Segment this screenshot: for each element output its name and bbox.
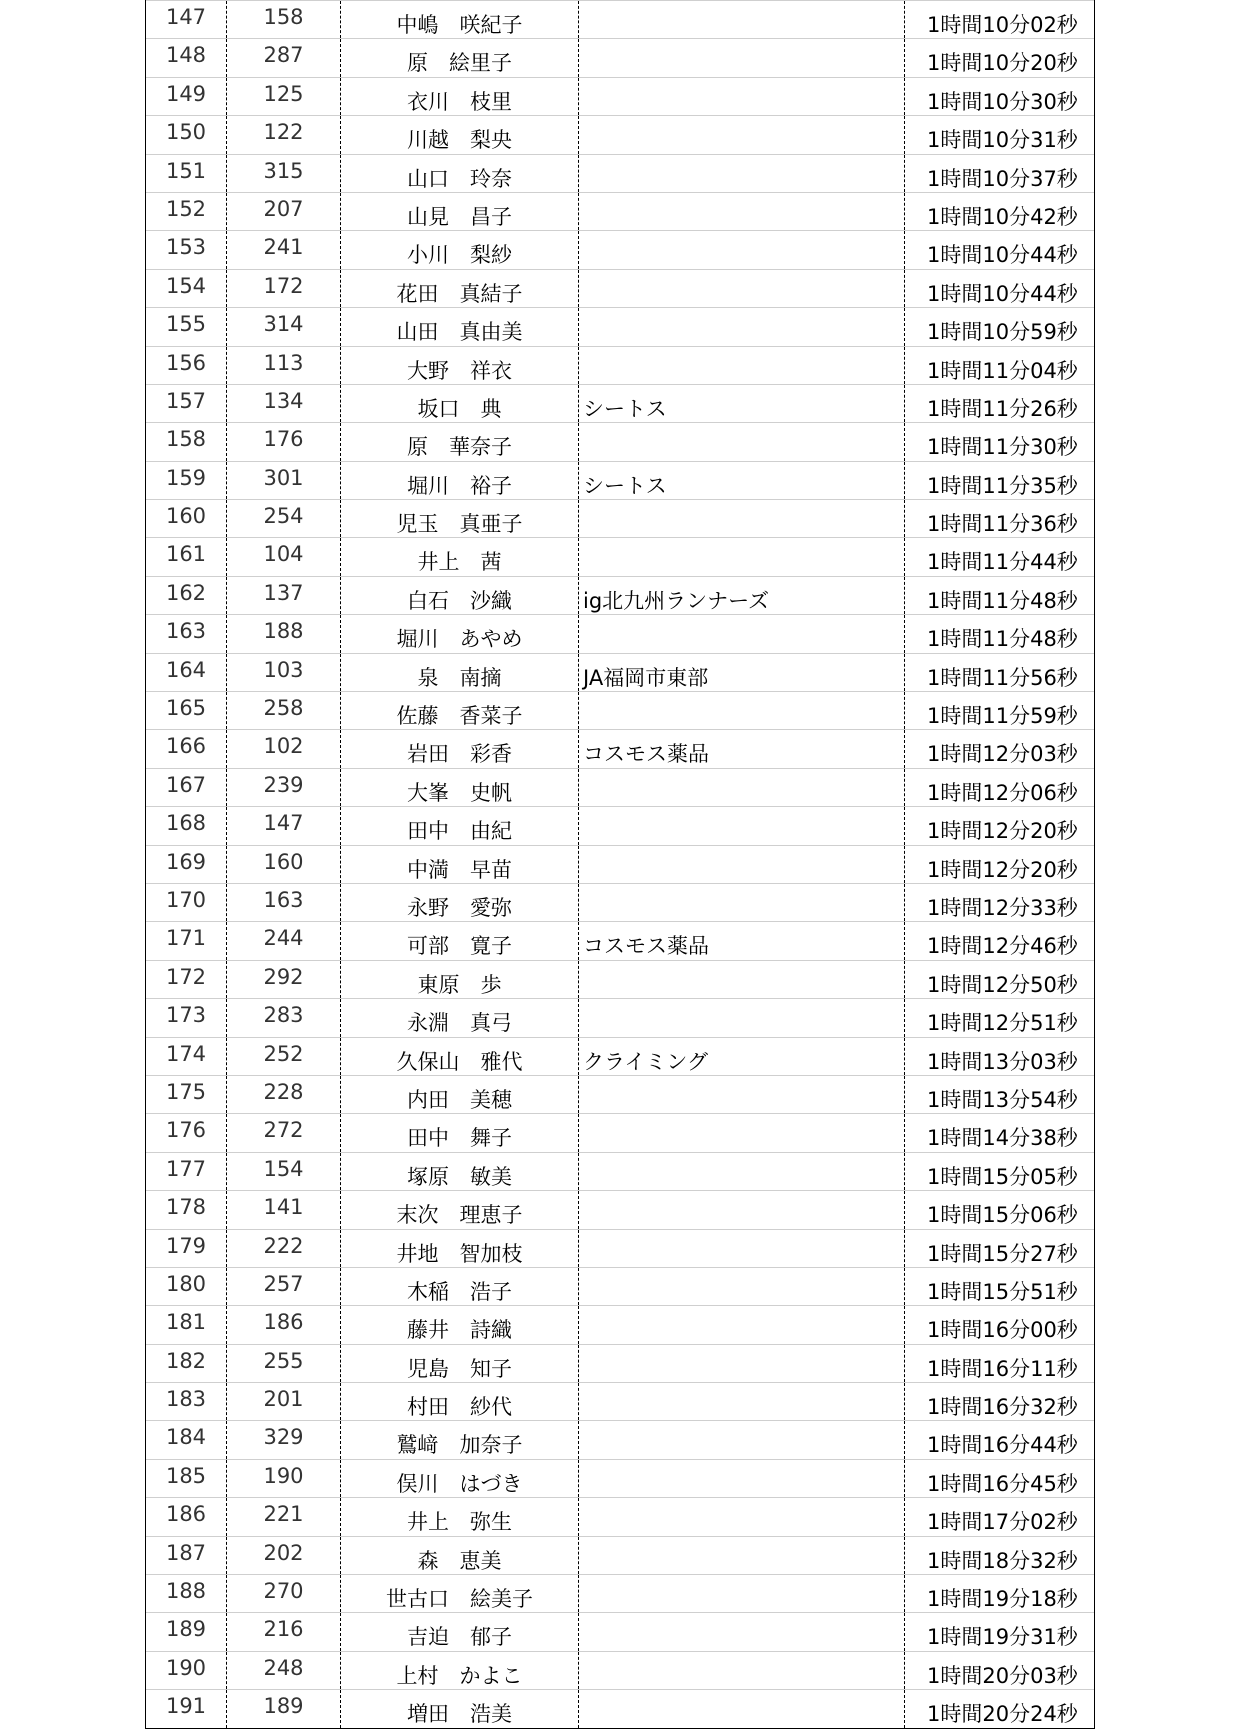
finish-time-cell: 1時間16分44秒 <box>927 1433 1078 1458</box>
bib-number-cell: 134 <box>227 385 341 422</box>
table-row <box>146 1420 1094 1458</box>
rank-cell: 162 <box>146 577 227 614</box>
table-row <box>146 38 1094 76</box>
runner-name-cell: 大峯 史帆 <box>341 769 579 806</box>
team-cell <box>579 78 905 115</box>
table-row <box>146 1229 1094 1267</box>
bib-number-cell: 287 <box>227 39 341 76</box>
runner-name-cell: 世古口 絵美子 <box>341 1575 579 1612</box>
table-row <box>146 1459 1094 1497</box>
table-row <box>146 1612 1094 1650</box>
table-row <box>146 1113 1094 1151</box>
team-cell <box>579 999 905 1036</box>
bib-number-cell: 104 <box>227 538 341 575</box>
rank-cell: 157 <box>146 385 227 422</box>
team-cell <box>579 500 905 537</box>
table-row <box>146 998 1094 1036</box>
finish-time-cell: 1時間12分03秒 <box>927 742 1078 767</box>
team-cell <box>579 347 905 384</box>
bib-number-cell: 248 <box>227 1652 341 1689</box>
finish-time-cell: 1時間10分42秒 <box>927 204 1078 229</box>
rank-cell: 191 <box>146 1690 227 1727</box>
team-cell <box>579 1537 905 1574</box>
table-row <box>146 422 1094 460</box>
rank-cell: 158 <box>146 423 227 460</box>
team-cell: ig北九州ランナーズ <box>579 577 905 614</box>
rank-cell: 166 <box>146 730 227 767</box>
team-cell <box>579 39 905 76</box>
rank-cell: 149 <box>146 78 227 115</box>
finish-time-cell: 1時間14分38秒 <box>927 1126 1078 1151</box>
runner-name-cell: 内田 美穂 <box>341 1076 579 1113</box>
runner-name-cell: 吉迫 郁子 <box>341 1613 579 1650</box>
bib-number-cell: 147 <box>227 807 341 844</box>
rank-cell: 185 <box>146 1460 227 1497</box>
bib-number-cell: 228 <box>227 1076 341 1113</box>
finish-time-cell: 1時間11分30秒 <box>927 435 1078 460</box>
team-cell <box>579 1498 905 1535</box>
runner-name-cell: 鷲﨑 加奈子 <box>341 1421 579 1458</box>
finish-time-cell: 1時間10分44秒 <box>927 243 1078 268</box>
table-row <box>146 1574 1094 1612</box>
runner-name-cell: 東原 歩 <box>341 961 579 998</box>
rank-cell: 165 <box>146 692 227 729</box>
team-cell <box>579 807 905 844</box>
team-cell: JA福岡市東部 <box>579 654 905 691</box>
table-row <box>146 768 1094 806</box>
runner-name-cell: 永野 愛弥 <box>341 884 579 921</box>
table-row <box>146 921 1094 959</box>
team-cell <box>579 1575 905 1612</box>
runner-name-cell: 原 華奈子 <box>341 423 579 460</box>
team-cell <box>579 1690 905 1727</box>
finish-time-cell: 1時間16分45秒 <box>927 1471 1078 1496</box>
runner-name-cell: 井地 智加枝 <box>341 1230 579 1267</box>
bib-number-cell: 163 <box>227 884 341 921</box>
table-row <box>146 806 1094 844</box>
team-cell <box>579 1 905 38</box>
finish-time-cell: 1時間11分59秒 <box>927 704 1078 729</box>
table-row <box>146 845 1094 883</box>
bib-number-cell: 241 <box>227 231 341 268</box>
bib-number-cell: 122 <box>227 116 341 153</box>
bib-number-cell: 314 <box>227 308 341 345</box>
team-cell <box>579 692 905 729</box>
finish-time-cell: 1時間13分54秒 <box>927 1087 1078 1112</box>
runner-name-cell: 堀川 あやめ <box>341 615 579 652</box>
bib-number-cell: 258 <box>227 692 341 729</box>
table-row <box>146 346 1094 384</box>
runner-name-cell: 小川 梨紗 <box>341 231 579 268</box>
finish-time-cell: 1時間18分32秒 <box>927 1548 1078 1573</box>
rank-cell: 153 <box>146 231 227 268</box>
results-table <box>145 0 1095 1729</box>
finish-time-cell: 1時間11分04秒 <box>927 358 1078 383</box>
finish-time-cell: 1時間11分48秒 <box>927 627 1078 652</box>
team-cell <box>579 1076 905 1113</box>
runner-name-cell: 村田 紗代 <box>341 1383 579 1420</box>
bib-number-cell: 272 <box>227 1114 341 1151</box>
table-row <box>146 1190 1094 1228</box>
finish-time-cell: 1時間12分20秒 <box>927 819 1078 844</box>
bib-number-cell: 103 <box>227 654 341 691</box>
rank-cell: 179 <box>146 1230 227 1267</box>
team-cell: シートス <box>579 462 905 499</box>
runner-name-cell: 上村 かよこ <box>341 1652 579 1689</box>
runner-name-cell: 山見 昌子 <box>341 193 579 230</box>
team-cell <box>579 846 905 883</box>
runner-name-cell: 森 恵美 <box>341 1537 579 1574</box>
team-cell <box>579 1191 905 1228</box>
bib-number-cell: 301 <box>227 462 341 499</box>
team-cell <box>579 1652 905 1689</box>
runner-name-cell: 可部 寛子 <box>341 922 579 959</box>
rank-cell: 160 <box>146 500 227 537</box>
bib-number-cell: 202 <box>227 1537 341 1574</box>
runner-name-cell: 末次 理恵子 <box>341 1191 579 1228</box>
table-row <box>146 115 1094 153</box>
bib-number-cell: 254 <box>227 500 341 537</box>
table-row <box>146 499 1094 537</box>
rank-cell: 181 <box>146 1306 227 1343</box>
rank-cell: 155 <box>146 308 227 345</box>
team-cell <box>579 1613 905 1650</box>
finish-time-cell: 1時間16分32秒 <box>927 1395 1078 1420</box>
rank-cell: 163 <box>146 615 227 652</box>
runner-name-cell: 田中 由紀 <box>341 807 579 844</box>
bib-number-cell: 270 <box>227 1575 341 1612</box>
rank-cell: 161 <box>146 538 227 575</box>
finish-time-cell: 1時間12分20秒 <box>927 857 1078 882</box>
finish-time-cell: 1時間10分59秒 <box>927 320 1078 345</box>
table-row <box>146 614 1094 652</box>
rank-cell: 167 <box>146 769 227 806</box>
team-cell <box>579 1114 905 1151</box>
bib-number-cell: 154 <box>227 1153 341 1190</box>
runner-name-cell: 佐藤 香菜子 <box>341 692 579 729</box>
finish-time-cell: 1時間15分27秒 <box>927 1241 1078 1266</box>
bib-number-cell: 257 <box>227 1268 341 1305</box>
team-cell <box>579 884 905 921</box>
runner-name-cell: 木稲 浩子 <box>341 1268 579 1305</box>
rank-cell: 171 <box>146 922 227 959</box>
runner-name-cell: 中嶋 咲紀子 <box>341 1 579 38</box>
finish-time-cell: 1時間10分44秒 <box>927 281 1078 306</box>
rank-cell: 182 <box>146 1345 227 1382</box>
team-cell: シートス <box>579 385 905 422</box>
finish-time-cell: 1時間19分18秒 <box>927 1587 1078 1612</box>
bib-number-cell: 102 <box>227 730 341 767</box>
finish-time-cell: 1時間20分03秒 <box>927 1663 1078 1688</box>
bib-number-cell: 188 <box>227 615 341 652</box>
finish-time-cell: 1時間12分06秒 <box>927 780 1078 805</box>
runner-name-cell: 山田 真由美 <box>341 308 579 345</box>
rank-cell: 175 <box>146 1076 227 1113</box>
finish-time-cell: 1時間15分06秒 <box>927 1203 1078 1228</box>
rank-cell: 173 <box>146 999 227 1036</box>
rank-cell: 164 <box>146 654 227 691</box>
rank-cell: 180 <box>146 1268 227 1305</box>
runner-name-cell: 坂口 典 <box>341 385 579 422</box>
finish-time-cell: 1時間12分50秒 <box>927 972 1078 997</box>
runner-name-cell: 泉 南摘 <box>341 654 579 691</box>
rank-cell: 154 <box>146 270 227 307</box>
finish-time-cell: 1時間11分26秒 <box>927 396 1078 421</box>
team-cell <box>579 1306 905 1343</box>
team-cell <box>579 1460 905 1497</box>
bib-number-cell: 216 <box>227 1613 341 1650</box>
finish-time-cell: 1時間16分00秒 <box>927 1318 1078 1343</box>
table-row <box>146 77 1094 115</box>
finish-time-cell: 1時間10分30秒 <box>927 89 1078 114</box>
bib-number-cell: 255 <box>227 1345 341 1382</box>
team-cell <box>579 1153 905 1190</box>
bib-number-cell: 172 <box>227 270 341 307</box>
rank-cell: 174 <box>146 1038 227 1075</box>
bib-number-cell: 201 <box>227 1383 341 1420</box>
rank-cell: 186 <box>146 1498 227 1535</box>
finish-time-cell: 1時間13分03秒 <box>927 1049 1078 1074</box>
finish-time-cell: 1時間10分37秒 <box>927 166 1078 191</box>
runner-name-cell: 原 絵里子 <box>341 39 579 76</box>
bib-number-cell: 239 <box>227 769 341 806</box>
rank-cell: 170 <box>146 884 227 921</box>
table-row <box>146 1075 1094 1113</box>
table-row <box>146 0 1094 38</box>
finish-time-cell: 1時間12分51秒 <box>927 1011 1078 1036</box>
table-row <box>146 1651 1094 1689</box>
team-cell <box>579 1230 905 1267</box>
runner-name-cell: 久保山 雅代 <box>341 1038 579 1075</box>
table-row <box>146 1037 1094 1075</box>
team-cell <box>579 615 905 652</box>
runner-name-cell: 中満 早苗 <box>341 846 579 883</box>
team-cell <box>579 308 905 345</box>
team-cell <box>579 769 905 806</box>
table-row <box>146 537 1094 575</box>
table-row <box>146 883 1094 921</box>
rank-cell: 148 <box>146 39 227 76</box>
bib-number-cell: 221 <box>227 1498 341 1535</box>
team-cell <box>579 1268 905 1305</box>
finish-time-cell: 1時間10分31秒 <box>927 128 1078 153</box>
finish-time-cell: 1時間15分05秒 <box>927 1164 1078 1189</box>
runner-name-cell: 永淵 真弓 <box>341 999 579 1036</box>
rank-cell: 183 <box>146 1383 227 1420</box>
rank-cell: 150 <box>146 116 227 153</box>
team-cell <box>579 1421 905 1458</box>
finish-time-cell: 1時間19分31秒 <box>927 1625 1078 1650</box>
table-row <box>146 1267 1094 1305</box>
team-cell: コスモス薬品 <box>579 730 905 767</box>
runner-name-cell: 増田 浩美 <box>341 1690 579 1727</box>
bib-number-cell: 329 <box>227 1421 341 1458</box>
table-row <box>146 1497 1094 1535</box>
bib-number-cell: 315 <box>227 155 341 192</box>
bib-number-cell: 244 <box>227 922 341 959</box>
bib-number-cell: 176 <box>227 423 341 460</box>
runner-name-cell: 井上 茜 <box>341 538 579 575</box>
bib-number-cell: 207 <box>227 193 341 230</box>
rank-cell: 172 <box>146 961 227 998</box>
table-row <box>146 154 1094 192</box>
finish-time-cell: 1時間10分20秒 <box>927 51 1078 76</box>
team-cell <box>579 961 905 998</box>
table-row <box>146 653 1094 691</box>
team-cell <box>579 155 905 192</box>
runner-name-cell: 堀川 裕子 <box>341 462 579 499</box>
finish-time-cell: 1時間12分46秒 <box>927 934 1078 959</box>
table-row <box>146 1689 1094 1727</box>
bib-number-cell: 113 <box>227 347 341 384</box>
runner-name-cell: 岩田 彩香 <box>341 730 579 767</box>
runner-name-cell: 田中 舞子 <box>341 1114 579 1151</box>
rank-cell: 151 <box>146 155 227 192</box>
table-row <box>146 1382 1094 1420</box>
bib-number-cell: 137 <box>227 577 341 614</box>
table-row <box>146 1305 1094 1343</box>
rank-cell: 152 <box>146 193 227 230</box>
table-row <box>146 307 1094 345</box>
table-row <box>146 960 1094 998</box>
team-cell <box>579 193 905 230</box>
finish-time-cell: 1時間20分24秒 <box>927 1702 1078 1727</box>
runner-name-cell: 俣川 はづき <box>341 1460 579 1497</box>
team-cell <box>579 1345 905 1382</box>
bib-number-cell: 141 <box>227 1191 341 1228</box>
bib-number-cell: 186 <box>227 1306 341 1343</box>
team-cell <box>579 538 905 575</box>
runner-name-cell: 藤井 詩織 <box>341 1306 579 1343</box>
runner-name-cell: 大野 祥衣 <box>341 347 579 384</box>
table-row <box>146 384 1094 422</box>
finish-time-cell: 1時間10分02秒 <box>927 13 1078 37</box>
runner-name-cell: 児島 知子 <box>341 1345 579 1382</box>
table-row <box>146 461 1094 499</box>
table-row <box>146 269 1094 307</box>
rank-cell: 177 <box>146 1153 227 1190</box>
rank-cell: 178 <box>146 1191 227 1228</box>
table-row <box>146 1344 1094 1382</box>
team-cell <box>579 270 905 307</box>
finish-time-cell: 1時間12分33秒 <box>927 895 1078 920</box>
runner-name-cell: 児玉 真亜子 <box>341 500 579 537</box>
rank-cell: 159 <box>146 462 227 499</box>
team-cell: コスモス薬品 <box>579 922 905 959</box>
runner-name-cell: 白石 沙織 <box>341 577 579 614</box>
rank-cell: 176 <box>146 1114 227 1151</box>
team-cell: クライミング <box>579 1038 905 1075</box>
rank-cell: 147 <box>146 1 227 38</box>
bib-number-cell: 189 <box>227 1690 341 1727</box>
finish-time-cell: 1時間11分56秒 <box>927 665 1078 690</box>
finish-time-cell: 1時間11分36秒 <box>927 512 1078 537</box>
rank-cell: 184 <box>146 1421 227 1458</box>
rank-cell: 187 <box>146 1537 227 1574</box>
bib-number-cell: 283 <box>227 999 341 1036</box>
runner-name-cell: 塚原 敏美 <box>341 1153 579 1190</box>
team-cell <box>579 231 905 268</box>
team-cell <box>579 423 905 460</box>
bib-number-cell: 252 <box>227 1038 341 1075</box>
finish-time-cell: 1時間11分35秒 <box>927 473 1078 498</box>
finish-time-cell: 1時間11分44秒 <box>927 550 1078 575</box>
bib-number-cell: 190 <box>227 1460 341 1497</box>
table-row <box>146 729 1094 767</box>
table-row <box>146 192 1094 230</box>
runner-name-cell: 花田 真結子 <box>341 270 579 307</box>
bib-number-cell: 292 <box>227 961 341 998</box>
table-row <box>146 576 1094 614</box>
team-cell <box>579 1383 905 1420</box>
runner-name-cell: 衣川 枝里 <box>341 78 579 115</box>
runner-name-cell: 井上 弥生 <box>341 1498 579 1535</box>
runner-name-cell: 山口 玲奈 <box>341 155 579 192</box>
finish-time-cell: 1時間16分11秒 <box>927 1356 1078 1381</box>
bib-number-cell: 158 <box>227 1 341 38</box>
finish-time-cell: 1時間17分02秒 <box>927 1510 1078 1535</box>
rank-cell: 189 <box>146 1613 227 1650</box>
table-row <box>146 1152 1094 1190</box>
rank-cell: 169 <box>146 846 227 883</box>
table-row <box>146 230 1094 268</box>
table-row <box>146 1536 1094 1574</box>
finish-time-cell: 1時間11分48秒 <box>927 588 1078 613</box>
rank-cell: 168 <box>146 807 227 844</box>
bib-number-cell: 125 <box>227 78 341 115</box>
table-row <box>146 691 1094 729</box>
rank-cell: 188 <box>146 1575 227 1612</box>
bib-number-cell: 222 <box>227 1230 341 1267</box>
rank-cell: 190 <box>146 1652 227 1689</box>
rank-cell: 156 <box>146 347 227 384</box>
bib-number-cell: 160 <box>227 846 341 883</box>
runner-name-cell: 川越 梨央 <box>341 116 579 153</box>
team-cell <box>579 116 905 153</box>
finish-time-cell: 1時間15分51秒 <box>927 1279 1078 1304</box>
